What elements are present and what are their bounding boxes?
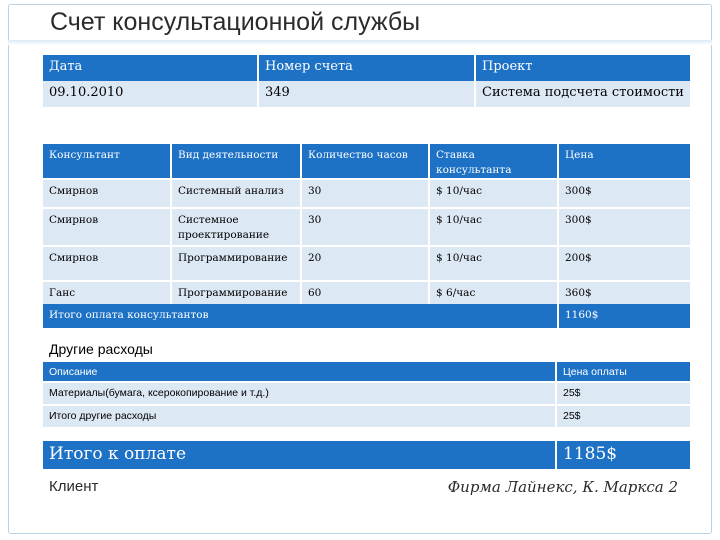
- hours-cell: 30: [302, 209, 428, 245]
- expense-description: Материалы(бумага, ксерокопирование и т.д.): [43, 383, 555, 404]
- activity-cell: Программирование: [172, 247, 300, 280]
- other-header-description: Описание: [43, 362, 555, 381]
- grand-total-label: Итого к оплате: [43, 441, 555, 469]
- expense-price: 25$: [557, 406, 690, 427]
- other-header-price: Цена оплаты: [557, 362, 690, 381]
- rate-cell: $ 10/час: [430, 209, 557, 245]
- consultants-total-value: 1160$: [559, 304, 690, 328]
- info-value-row: [43, 81, 690, 107]
- price-cell: 360$: [559, 282, 690, 304]
- info-project-value: Система подсчета стоимости: [476, 81, 690, 107]
- info-header-number: Номер счета: [259, 55, 474, 81]
- col-header-activity: Вид деятельности: [172, 144, 300, 178]
- company-label: Фирма Лайнекс, К. Маркса 2: [447, 478, 678, 496]
- rate-cell: $ 10/час: [430, 180, 557, 207]
- info-header-project: Проект: [476, 55, 690, 81]
- hours-cell: 30: [302, 180, 428, 207]
- other-expenses-title: Другие расходы: [49, 341, 153, 357]
- info-date-value: 09.10.2010: [43, 81, 257, 107]
- table-row: [43, 282, 690, 304]
- table-row: [43, 247, 690, 280]
- grand-total-value: 1185$: [557, 441, 690, 469]
- hours-cell: 20: [302, 247, 428, 280]
- col-header-hours: Количество часов: [302, 144, 428, 178]
- consultant-cell: Смирнов: [43, 247, 170, 280]
- table-row: [43, 209, 690, 245]
- info-header-date: Дата: [43, 55, 257, 81]
- table-row: [43, 180, 690, 207]
- slide-top-band: [8, 40, 712, 45]
- consultants-total-row: [43, 304, 690, 328]
- table-row: [43, 406, 690, 427]
- grand-total-row: [43, 441, 690, 469]
- activity-cell: Системный анализ: [172, 180, 300, 207]
- consultant-cell: Смирнов: [43, 209, 170, 245]
- col-header-consultant: Консультант: [43, 144, 170, 178]
- consultants-header-row: [43, 144, 690, 178]
- rate-cell: $ 6/час: [430, 282, 557, 304]
- expense-price: 25$: [557, 383, 690, 404]
- page-title: Счет консультационной службы: [50, 8, 421, 36]
- info-header-row: [43, 55, 690, 81]
- consultants-total-label: Итого оплата консультантов: [43, 304, 557, 328]
- col-header-rate: Ставка консультанта: [430, 144, 557, 178]
- price-cell: 200$: [559, 247, 690, 280]
- grand-total-table: [43, 441, 690, 469]
- other-expenses-table: [43, 362, 690, 429]
- client-label: Клиент: [49, 478, 99, 495]
- consultant-cell: Смирнов: [43, 180, 170, 207]
- hours-cell: 60: [302, 282, 428, 304]
- other-header-row: [43, 362, 690, 381]
- col-header-price: Цена: [559, 144, 690, 178]
- price-cell: 300$: [559, 209, 690, 245]
- price-cell: 300$: [559, 180, 690, 207]
- info-number-value: 349: [259, 81, 474, 107]
- consultants-table: [43, 144, 690, 328]
- consultant-cell: Ганс: [43, 282, 170, 304]
- expense-description: Итого другие расходы: [43, 406, 555, 427]
- activity-cell: Программирование: [172, 282, 300, 304]
- invoice-info-table: [43, 55, 690, 107]
- table-row: [43, 383, 690, 404]
- rate-cell: $ 10/час: [430, 247, 557, 280]
- activity-cell: Системное проектирование: [172, 209, 300, 245]
